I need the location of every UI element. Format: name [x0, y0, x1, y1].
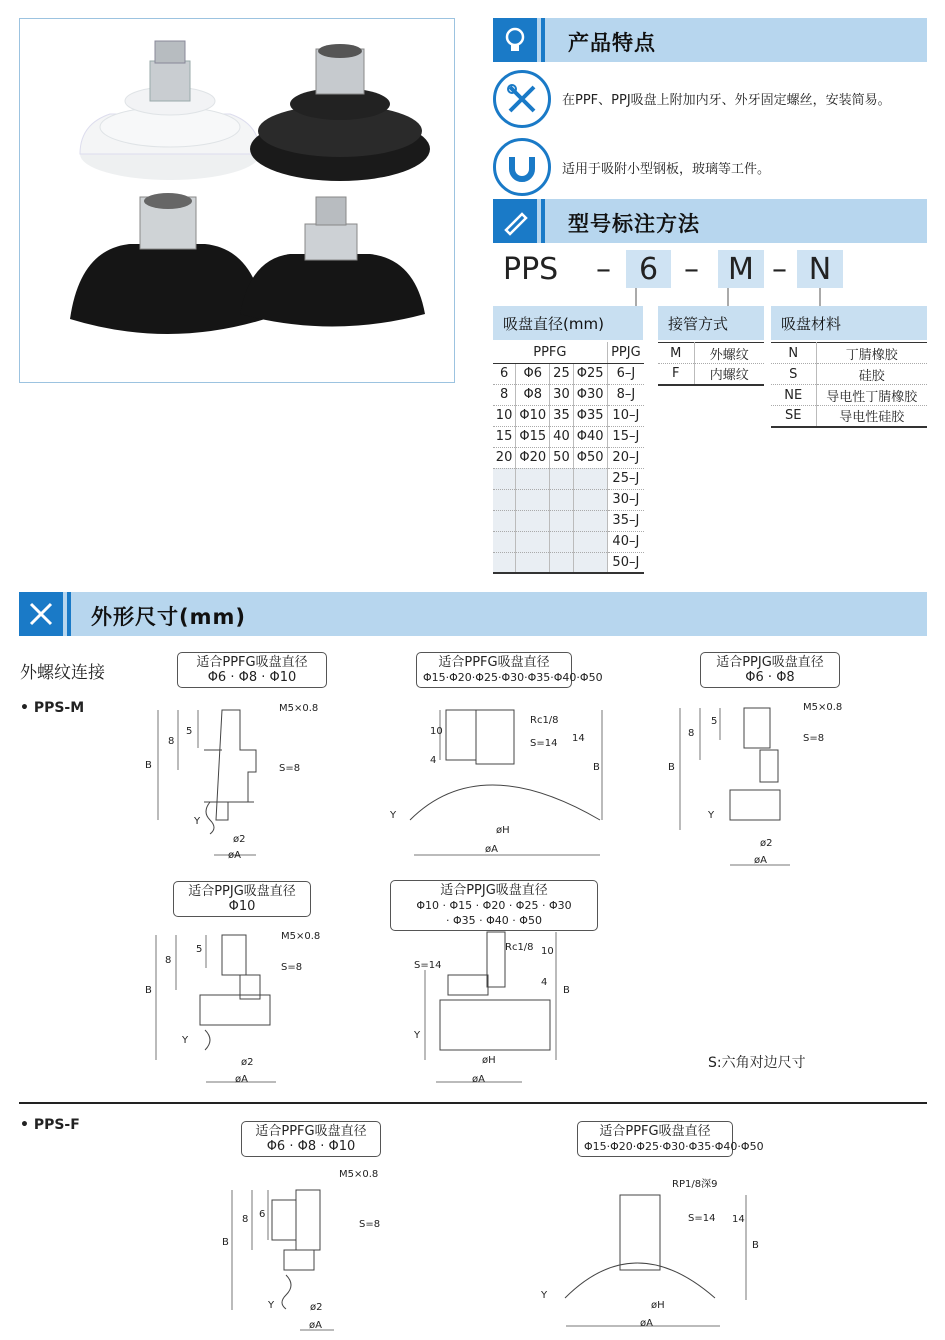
material-table-title: 吸盘材料 [771, 306, 927, 340]
dim-8-4: 8 [165, 955, 172, 966]
dim-b-5: B [563, 985, 570, 996]
dim-b-3: B [668, 762, 675, 773]
magnet-icon [493, 138, 551, 196]
model-prefix: PPS [503, 252, 559, 287]
diameter-table-title: 吸盘直径(mm) [493, 306, 643, 340]
pps-f-label: • PPS-F [20, 1117, 80, 1133]
dim-8-3: 8 [688, 728, 695, 739]
dim-d2-3: ø2 [760, 838, 773, 849]
dim-y-4: Y [182, 1035, 189, 1046]
dim-a-f2: øA [640, 1318, 653, 1329]
material-table: N 丁腈橡胶 S 硅胶 NE 导电性丁腈橡胶 SE 导电性硅胶 [771, 342, 927, 428]
dim-a-3: øA [754, 855, 767, 866]
lightbulb-icon [493, 18, 537, 62]
dim-5-1: 5 [186, 726, 193, 737]
dim-8-1: 8 [168, 736, 175, 747]
black-cup-image [250, 44, 430, 181]
model-title: 型号标注方法 [568, 212, 700, 236]
pps-m-drawings [0, 690, 945, 1090]
model-connection: M [718, 250, 764, 288]
dim-m5x08-f1: M5×0.8 [339, 1169, 379, 1180]
dim-4-5: 4 [541, 977, 548, 988]
dim-a-2: øA [485, 844, 498, 855]
dim-y-1: Y [194, 816, 201, 827]
dimensions-subtitle: 外螺纹连接 [20, 663, 105, 683]
dim-s14-5: S=14 [414, 960, 442, 971]
dim-rp-f2: RP1/8深9 [672, 1179, 718, 1190]
suction-cup-photos [20, 19, 456, 384]
dim-d2-f1: ø2 [310, 1302, 323, 1313]
dim-a-4: øA [235, 1074, 248, 1085]
dim-b-f1: B [222, 1237, 229, 1248]
dim-a-5: øA [472, 1074, 485, 1085]
dim-s8-f1: S=8 [359, 1219, 381, 1230]
dim-10-5: 10 [541, 946, 554, 957]
tools-icon [19, 592, 63, 636]
drawing-m3 [680, 708, 790, 865]
drawing-label-m5: 适合PPJG吸盘直径 Φ10 · Φ15 · Φ20 · Φ25 · Φ30 · Φ35 · Φ40 · Φ50 [390, 880, 598, 931]
dim-h-5: øH [482, 1055, 496, 1066]
pencil-icon [493, 199, 537, 243]
dim-b-2: B [593, 762, 600, 773]
diameter-table: PPFG PPJG 6 Φ6 25 Φ25 6–J 8 Φ8 30 Φ30 8–J 10 Φ10 35 Φ35 10–J 15 Φ15 40 Φ40 15–J 20 Φ20 50 Φ50 20–J 25–J 30–J 35–J 40–J 50–J [493, 342, 644, 574]
model-connectors [493, 288, 933, 308]
dim-14-1: 14 [572, 733, 585, 744]
dim-y-2: Y [390, 810, 397, 821]
section-divider [19, 1102, 927, 1104]
drawing-label-m2: 适合PPFG吸盘直径 Φ15·Φ20·Φ25·Φ30·Φ35·Φ40·Φ50 [416, 652, 572, 688]
dim-a-f1: øA [309, 1320, 322, 1331]
features-header [493, 18, 927, 62]
dim-d2-4: ø2 [241, 1057, 254, 1068]
pps-f-drawings [0, 1160, 945, 1340]
dim-h-f2: øH [651, 1300, 665, 1311]
drawing-label-f2: 适合PPFG吸盘直径 Φ15·Φ20·Φ25·Φ30·Φ35·Φ40·Φ50 [577, 1121, 733, 1157]
wrench-icon [493, 70, 551, 128]
model-dash-2: – [684, 252, 699, 287]
product-photo-panel [19, 18, 455, 383]
dim-s8-4: S=8 [281, 962, 303, 973]
dim-5-3: 5 [711, 716, 718, 727]
dim-h-1: øH [496, 825, 510, 836]
clear-cup-image [80, 41, 260, 180]
drawing-m4 [156, 935, 276, 1082]
features-title: 产品特点 [568, 31, 656, 55]
dim-a-1: øA [228, 850, 241, 861]
dim-m5x08-1: M5×0.8 [279, 703, 319, 714]
dim-8-f1: 8 [242, 1214, 249, 1225]
dim-y-f1: Y [268, 1300, 275, 1311]
dim-s14-f2: S=14 [688, 1213, 716, 1224]
pps-m-label: • PPS-M [20, 700, 85, 716]
drawing-label-m4: 适合PPJG吸盘直径 Φ10 [173, 881, 311, 917]
hex-size-note: S:六角对边尺寸 [708, 1055, 806, 1071]
feature-item-2: 适用于吸附小型钢板，玻璃等工件。 [562, 162, 771, 177]
dim-b-4: B [145, 985, 152, 996]
feature-item-1: 在PPF、PPJ吸盘上附加内牙、外牙固定螺丝，安装简易。 [562, 93, 891, 108]
model-header [493, 199, 927, 243]
dim-s8-2: S=8 [803, 733, 825, 744]
col-ppfg: PPFG [493, 342, 607, 363]
dim-14-f2: 14 [732, 1214, 745, 1225]
dim-rc18-5: Rc1/8 [505, 942, 534, 953]
dim-s14-1: S=14 [530, 738, 558, 749]
dimensions-title: 外形尺寸(mm) [91, 605, 246, 629]
connection-table: M 外螺纹 F 内螺纹 [658, 342, 764, 386]
model-size: 6 [626, 250, 671, 288]
model-dash-1: – [596, 252, 611, 287]
dim-b-1: B [145, 760, 152, 771]
dim-y-5: Y [414, 1030, 421, 1041]
drawing-label-m1: 适合PPFG吸盘直径 Φ6 · Φ8 · Φ10 [177, 652, 327, 688]
dim-rc18-1: Rc1/8 [530, 715, 559, 726]
drawing-label-f1: 适合PPFG吸盘直径 Φ6 · Φ8 · Φ10 [241, 1121, 381, 1157]
dimensions-header [19, 592, 927, 636]
black-cup-large-image [70, 193, 265, 334]
dim-y-f2: Y [541, 1290, 548, 1301]
dim-10-1: 10 [430, 726, 443, 737]
dim-4-1: 4 [430, 755, 437, 766]
dim-6-f1: 6 [259, 1209, 266, 1220]
model-dash-3: – [772, 252, 787, 287]
connection-table-title: 接管方式 [658, 306, 764, 340]
dim-b-f2: B [752, 1240, 759, 1251]
dim-d2-1: ø2 [233, 834, 246, 845]
dim-5-4: 5 [196, 944, 203, 955]
dim-s8-1: S=8 [279, 763, 301, 774]
model-material: N [797, 250, 843, 288]
dim-m5x08-2: M5×0.8 [803, 702, 843, 713]
dim-y-3: Y [708, 810, 715, 821]
dim-m5x08-4: M5×0.8 [281, 931, 321, 942]
drawing-label-m3: 适合PPJG吸盘直径 Φ6 · Φ8 [700, 652, 840, 688]
col-ppjg: PPJG [607, 342, 644, 363]
black-cup-thread-image [240, 197, 425, 327]
